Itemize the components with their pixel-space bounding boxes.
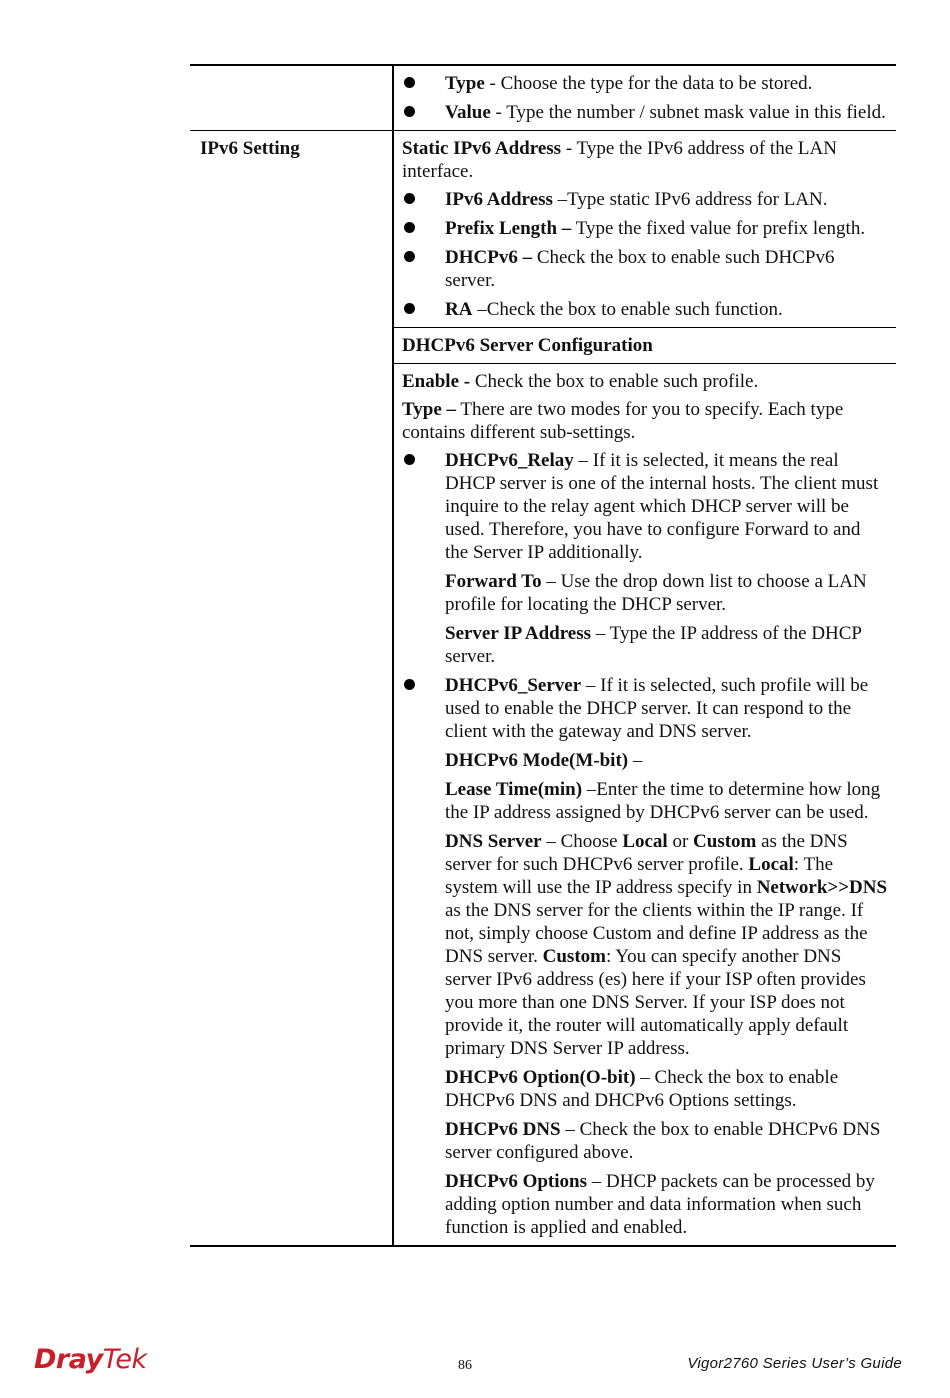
row-type-value [394,66,896,130]
row-ipv6-setting [190,131,896,1245]
bullet-ra: RA –Check the box to enable such function. [402,298,888,321]
dhcpv6-dns-desc: DHCPv6 DNS – Check the box to enable DHCPv6 DNS server configured above. [445,1119,881,1163]
bullet-dot [404,251,415,262]
draytek-logo: DrayTek [34,1344,147,1375]
bullet-dot [404,679,415,690]
bullet-dot [404,303,415,314]
dns-server-desc: DNS Server – Choose Local or Custom as the DNS server for such DHCPv6 server profile. Local: The system will use the IP address specify in Network>>DNS as the DNS server for the clients within the IP range. If not, simply choose Custom and define IP address as the DNS server. Custom: You can specify another DNS server IPv6 address (es) here if your ISP often provides you more than one DNS Server. If your ISP does not provide it, the router will automatically apply default primary DNS Server IP address. [445,831,888,1059]
type-desc: Type – There are two modes for you to specify. Each type contains different sub-settings. [402,399,844,443]
option-obit-desc: DHCPv6 Option(O-bit) – Check the box to enable DHCPv6 DNS and DHCPv6 Options settings. [445,1067,839,1111]
mode-mbit-desc: DHCPv6 Mode(M-bit) – [445,750,643,771]
page-number: 86 [458,1358,472,1373]
dhcp-config-cell [394,364,896,1245]
guide-title: Vigor2760 Series User’s Guide [687,1355,902,1372]
static-ipv6-desc: Static IPv6 Address - Type the IPv6 address of the LAN interface. [402,138,837,182]
bullet-prefix-length: Prefix Length – Type the fixed value for prefix length. [402,217,888,240]
dhcp-server-config-heading: DHCPv6 Server Configuration [402,335,653,356]
bullet-dot [404,193,415,204]
settings-table [190,64,896,1247]
bullet-dot [404,454,415,465]
lease-time-desc: Lease Time(min) –Enter the time to determine how long the IP address assigned by DHCPv6 server can be used. [445,779,881,823]
bullet-type: Type - Choose the type for the data to be stored. [402,72,888,95]
dhcp-header-cell [394,328,896,363]
bullet-dot [404,222,415,233]
server-ip-desc: Server IP Address – Type the IP address of the DHCP server. [445,623,862,667]
enable-desc: Enable - Check the box to enable such profile. [402,371,759,392]
bullet-dhcpv6-server: DHCPv6_Server – If it is selected, such profile will be used to enable the DHCP server. It can respond to the client with the gateway and DNS server. [402,674,888,743]
ipv6-setting-label: IPv6 Setting [200,138,300,159]
bullet-dot [404,77,415,88]
bullet-value: Value - Type the number / subnet mask value in this field. [402,101,888,124]
bullet-ipv6-address: IPv6 Address –Type static IPv6 address for LAN. [402,188,888,211]
bullet-dhcpv6-relay: DHCPv6_Relay – If it is selected, it means the real DHCP server is one of the internal hosts. The client must inquire to the relay agent which DHCP server will be used. Therefore, you have to configure Forward to and the Server IP additionally. [402,449,888,564]
bullet-dhcpv6: DHCPv6 – Check the box to enable such DHCPv6 server. [402,246,888,292]
page-footer [0,1340,950,1390]
bullet-dot [404,106,415,117]
dhcpv6-options-desc: DHCPv6 Options – DHCP packets can be processed by adding option number and data information when such function is applied and enabled. [445,1171,875,1238]
forward-to-desc: Forward To – Use the drop down list to choose a LAN profile for locating the DHCP server. [445,571,867,615]
ipv6-static-cell [394,131,896,327]
